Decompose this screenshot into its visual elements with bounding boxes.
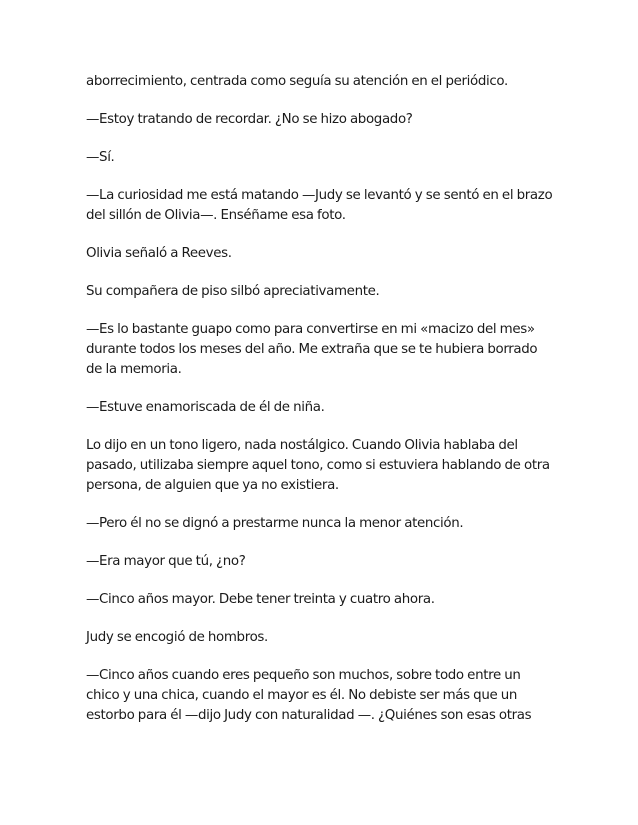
paragraph-5: Olivia señaló a Reeves. xyxy=(86,246,232,261)
document-page xyxy=(86,72,556,744)
paragraph-3: —Sí. xyxy=(86,150,115,165)
paragraph-14: —Cinco años cuando eres pequeño son muchos, sobre todo entre un chico y una chica, cuando el mayor es él. No debiste ser más que un estorbo para él —dijo Judy con naturalidad —. ¿Quiénes son esas otras xyxy=(86,668,532,723)
paragraph-10: —Pero él no se dignó a prestarme nunca la menor atención. xyxy=(86,516,464,531)
paragraph-12: —Cinco años mayor. Debe tener treinta y cuatro ahora. xyxy=(86,592,435,607)
paragraph-6: Su compañera de piso silbó apreciativamente. xyxy=(86,284,380,299)
paragraph-8: —Estuve enamoriscada de él de niña. xyxy=(86,400,325,415)
paragraph-7: —Es lo bastante guapo como para convertirse en mi «macizo del mes» durante todos los meses del año. Me extraña que se te hubiera borrado de la memoria. xyxy=(86,322,538,377)
paragraph-11: —Era mayor que tú, ¿no? xyxy=(86,554,246,569)
paragraph-1: aborrecimiento, centrada como seguía su atención en el periódico. xyxy=(86,74,508,89)
paragraph-13: Judy se encogió de hombros. xyxy=(86,630,268,645)
paragraph-9: Lo dijo en un tono ligero, nada nostálgico. Cuando Olivia hablaba del pasado, utilizaba siempre aquel tono, como si estuviera hablando de otra persona, de alguien que ya no existiera. xyxy=(86,438,550,493)
paragraph-2: —Estoy tratando de recordar. ¿No se hizo abogado? xyxy=(86,112,413,127)
paragraph-4: —La curiosidad me está matando —Judy se levantó y se sentó en el brazo del sillón de Olivia—. Enséñame esa foto. xyxy=(86,188,553,223)
